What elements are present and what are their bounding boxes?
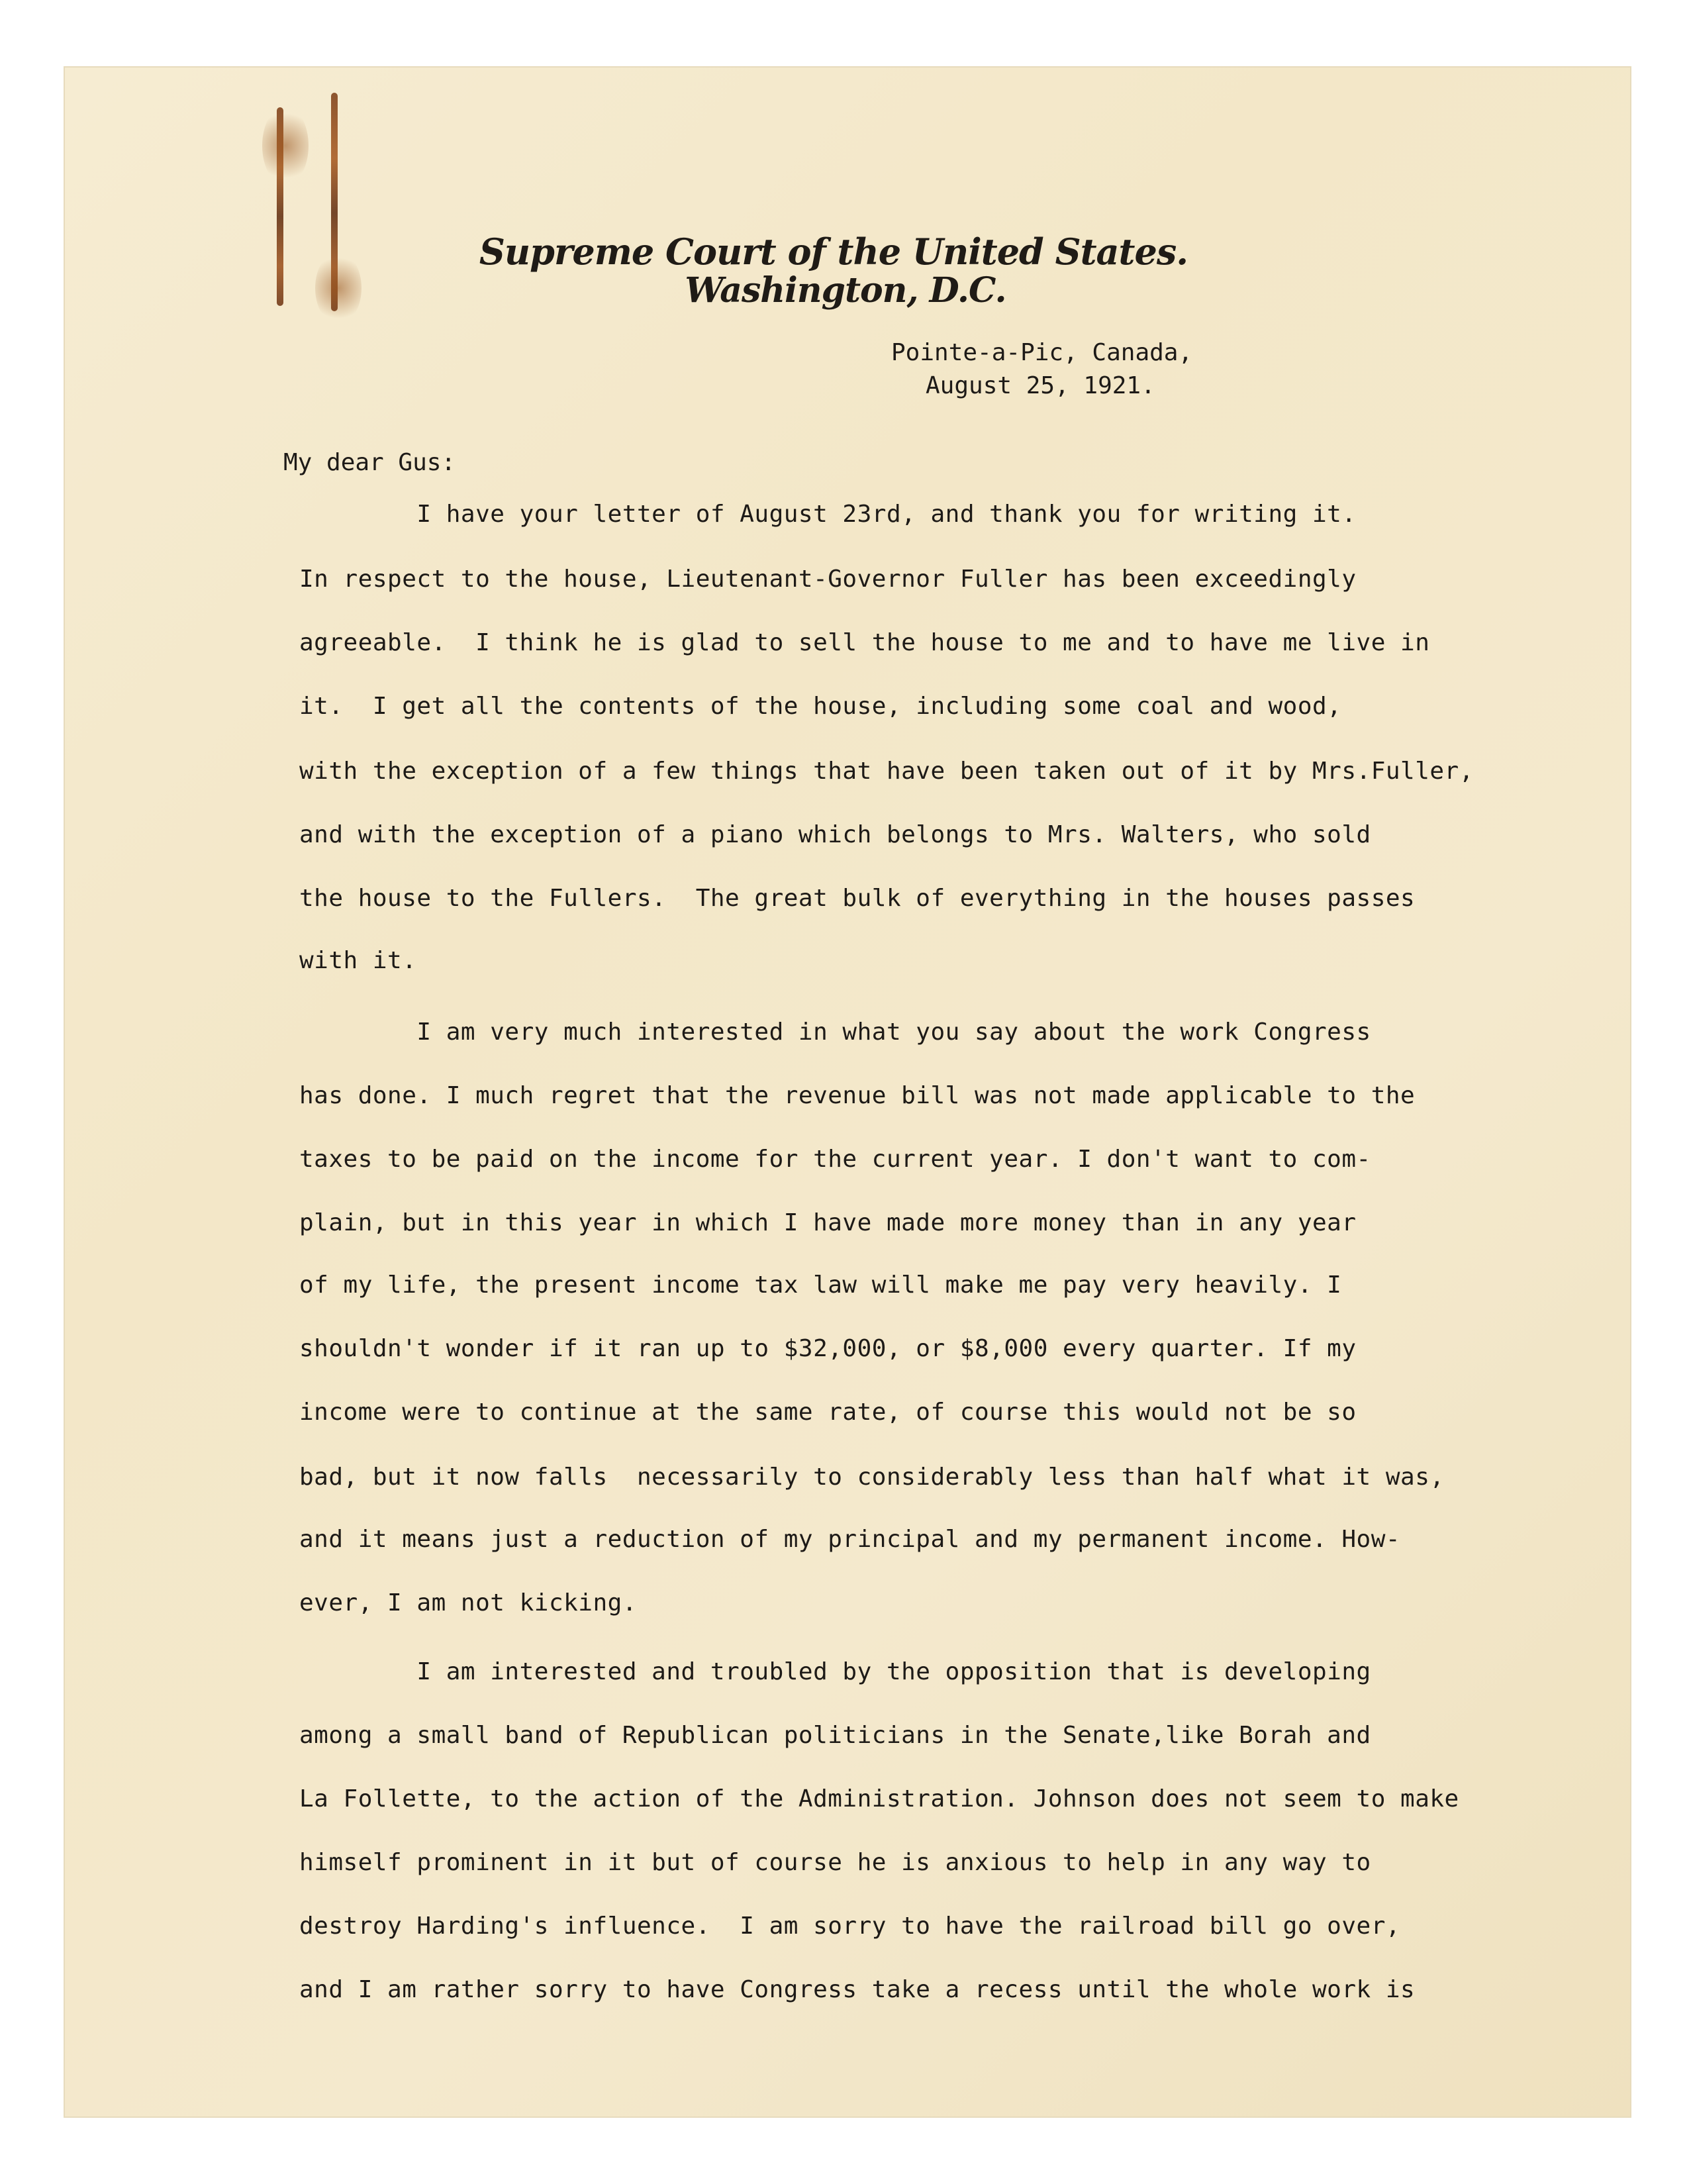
salutation: My dear Gus: — [283, 449, 456, 476]
body-line: it. I get all the contents of the house, including some coal and wood, — [299, 693, 1342, 720]
body-line: destroy Harding's influence. I am sorry to have the railroad bill go over, — [299, 1912, 1401, 1940]
body-line: of my life, the present income tax law will make me pay very heavily. I — [299, 1271, 1342, 1299]
rust-stain — [262, 106, 309, 185]
body-line: among a small band of Republican politicians in the Senate,like Borah and — [299, 1722, 1371, 1749]
dateline-place: Pointe-a-Pic, Canada, — [891, 339, 1193, 366]
letterhead-city: Washington, D.C. — [685, 270, 1006, 311]
body-line: himself prominent in it but of course he is anxious to help in any way to — [299, 1849, 1371, 1876]
body-line: La Follette, to the action of the Administration. Johnson does not seem to make — [299, 1785, 1459, 1812]
dateline-date: August 25, 1921. — [926, 372, 1155, 399]
body-line: with it. — [299, 947, 417, 974]
body-line: taxes to be paid on the income for the current year. I don't want to com- — [299, 1146, 1371, 1173]
body-line: I am very much interested in what you say about the work Congress — [299, 1018, 1371, 1046]
body-line: and it means just a reduction of my principal and my permanent income. How- — [299, 1526, 1401, 1553]
body-line: I have your letter of August 23rd, and thank you for writing it. — [299, 501, 1357, 528]
body-line: In respect to the house, Lieutenant-Governor Fuller has been exceedingly — [299, 566, 1357, 593]
body-line: shouldn't wonder if it ran up to $32,000, or $8,000 every quarter. If my — [299, 1335, 1357, 1362]
body-line: income were to continue at the same rate, of course this would not be so — [299, 1399, 1357, 1426]
body-line: and I am rather sorry to have Congress take a recess until the whole work is — [299, 1976, 1416, 2003]
body-line: I am interested and troubled by the opposition that is developing — [299, 1658, 1371, 1685]
body-line: the house to the Fullers. The great bulk of everything in the houses passes — [299, 885, 1416, 912]
body-line: with the exception of a few things that have been taken out of it by Mrs.Fuller, — [299, 758, 1474, 785]
body-line: bad, but it now falls necessarily to considerably less than half what it was, — [299, 1464, 1445, 1491]
body-line: plain, but in this year in which I have made more money than in any year — [299, 1209, 1357, 1236]
letterhead-court-name: Supreme Court of the United States. — [479, 230, 1188, 273]
body-line: and with the exception of a piano which belongs to Mrs. Walters, who sold — [299, 821, 1371, 848]
body-line: ever, I am not kicking. — [299, 1589, 637, 1616]
body-line: agreeable. I think he is glad to sell the house to me and to have me live in — [299, 629, 1430, 656]
body-line: has done. I much regret that the revenue bill was not made applicable to the — [299, 1082, 1416, 1109]
